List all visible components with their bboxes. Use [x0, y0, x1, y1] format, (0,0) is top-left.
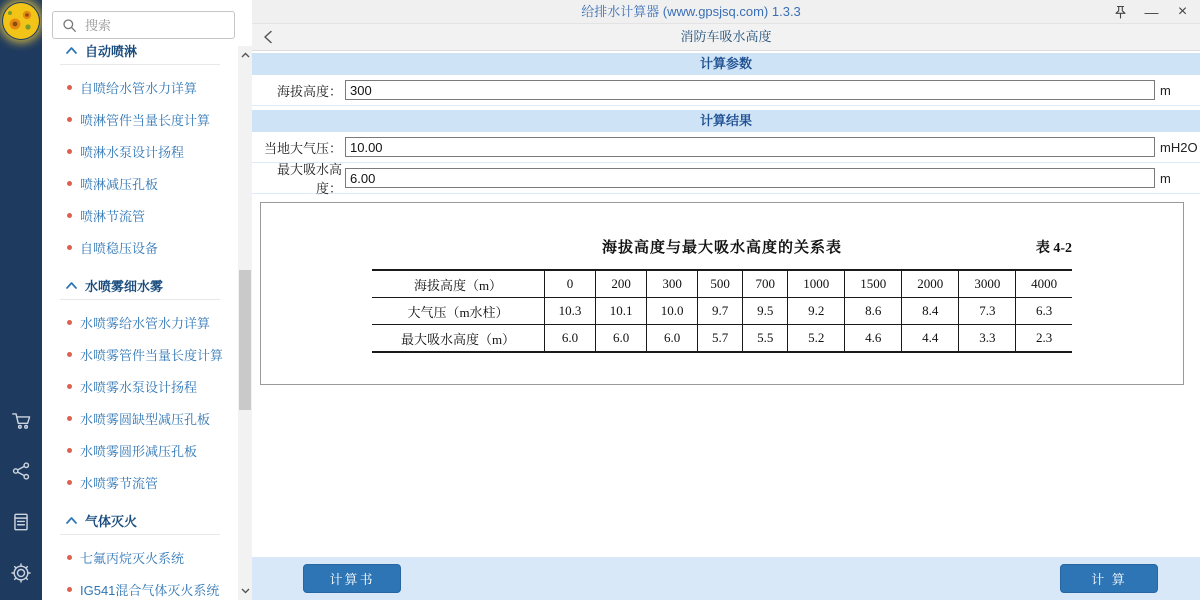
sidebar-item[interactable]: [42, 167, 238, 199]
sidebar-item[interactable]: [42, 338, 238, 370]
chevron-left-icon: [262, 30, 274, 44]
bullet-icon: [67, 149, 72, 154]
gear-icon[interactable]: [10, 562, 32, 584]
reference-table: [372, 269, 1072, 353]
table-cell: 5.5: [743, 325, 788, 353]
sidebar-item[interactable]: [42, 434, 238, 466]
page-header-bar: [252, 24, 1200, 51]
suction-height-label: 最大吸水高度：: [276, 162, 342, 196]
sidebar-item-label: 喷淋水泵设计扬程: [80, 144, 185, 160]
table-row-label: 海拔高度（m）: [372, 270, 545, 298]
table-cell: 3000: [959, 270, 1016, 298]
field-row-pressure: [252, 132, 1200, 163]
calculate-button[interactable]: 计 算: [1060, 564, 1158, 593]
bullet-icon: [67, 587, 72, 592]
table-cell: 9.5: [743, 298, 788, 325]
sidebar-item-label: 自喷稳压设备: [80, 240, 159, 256]
bullet-icon: [67, 448, 72, 453]
bullet-icon: [67, 213, 72, 218]
table-cell: 5.2: [788, 325, 845, 353]
sidebar-item[interactable]: [42, 231, 238, 263]
app-logo-sunflower-icon[interactable]: [2, 2, 40, 40]
pin-icon[interactable]: [1113, 3, 1128, 21]
altitude-input[interactable]: [345, 80, 1155, 100]
window-controls: [1113, 0, 1200, 23]
sidebar-item[interactable]: [42, 199, 238, 231]
sidebar-item[interactable]: [42, 71, 238, 103]
report-button[interactable]: 计算书: [303, 564, 401, 593]
clipboard-icon[interactable]: [10, 511, 32, 533]
divider: [60, 534, 220, 535]
table-cell: 1500: [845, 270, 902, 298]
scroll-up-icon[interactable]: [238, 48, 252, 62]
table-cell: 6.0: [596, 325, 647, 353]
sidebar-group-label: 水喷雾细水雾: [85, 278, 164, 294]
divider: [60, 64, 220, 65]
sidebar-group-header[interactable]: [42, 44, 238, 62]
table-cell: 9.2: [788, 298, 845, 325]
page-content: [252, 51, 1200, 557]
suction-height-input[interactable]: [345, 168, 1155, 188]
sidebar-item[interactable]: [42, 135, 238, 167]
sidebar-item-label: 水喷雾给水管水力详算: [80, 315, 211, 331]
reference-table-panel: [260, 202, 1184, 385]
sidebar-item-label: 水喷雾管件当量长度计算: [80, 347, 224, 363]
table-cell: 2.3: [1016, 325, 1072, 353]
table-cell: 8.4: [902, 298, 959, 325]
sidebar-item-label: 水喷雾节流管: [80, 475, 159, 491]
altitude-label: 海拔高度：: [276, 83, 342, 99]
table-cell: 0: [545, 270, 596, 298]
sidebar-item[interactable]: [42, 541, 238, 573]
sidebar-group-label: 自动喷淋: [85, 44, 138, 59]
altitude-unit: m: [1160, 82, 1171, 98]
search-input[interactable]: [83, 17, 234, 34]
table-cell: 4.4: [902, 325, 959, 353]
share-icon[interactable]: [10, 460, 32, 482]
table-cell: 5.7: [698, 325, 743, 353]
table-row: [372, 298, 1072, 325]
bullet-icon: [67, 320, 72, 325]
divider: [60, 299, 220, 300]
sidebar-scrollbar[interactable]: [238, 46, 252, 600]
table-cell: 7.3: [959, 298, 1016, 325]
sidebar-item-label: 水喷雾圆缺型减压孔板: [80, 411, 211, 427]
bullet-icon: [67, 555, 72, 560]
table-cell: 6.0: [647, 325, 698, 353]
sidebar-item[interactable]: [42, 573, 238, 600]
sidebar-item[interactable]: [42, 306, 238, 338]
sidebar-item-label: 喷淋节流管: [80, 208, 146, 224]
reference-table-title: 海拔高度与最大吸水高度的关系表: [601, 240, 842, 256]
sidebar-group-header[interactable]: [42, 273, 238, 297]
table-cell: 1000: [788, 270, 845, 298]
table-cell: 3.3: [959, 325, 1016, 353]
bullet-icon: [67, 416, 72, 421]
table-cell: 2000: [902, 270, 959, 298]
close-button[interactable]: ×: [1177, 2, 1188, 20]
section-header-results: 计算结果: [252, 110, 1200, 132]
table-cell: 4.6: [845, 325, 902, 353]
reference-table-tag: 表 4-2: [1035, 241, 1072, 256]
icon-rail: [0, 0, 42, 600]
sidebar-item[interactable]: [42, 370, 238, 402]
bullet-icon: [67, 480, 72, 485]
main-area: [252, 0, 1200, 600]
table-cell: 9.7: [698, 298, 743, 325]
window-titlebar: [252, 0, 1200, 24]
bullet-icon: [67, 85, 72, 90]
chevron-up-icon: [66, 46, 77, 54]
page-title: 消防车吸水高度: [680, 29, 772, 44]
search-box[interactable]: [52, 11, 235, 39]
table-cell: 500: [698, 270, 743, 298]
suction-height-unit: m: [1160, 170, 1171, 186]
table-cell: 10.3: [545, 298, 596, 325]
scrollbar-thumb[interactable]: [239, 270, 251, 410]
field-row-altitude: [252, 75, 1200, 106]
sidebar-item-label: IG541混合气体灭火系统: [80, 582, 220, 598]
pressure-unit: mH2O: [1160, 139, 1198, 155]
pressure-input[interactable]: [345, 137, 1155, 157]
field-row-suction-height: [252, 163, 1200, 194]
sidebar-group-label: 气体灭火: [85, 513, 138, 529]
table-cell: 200: [596, 270, 647, 298]
bullet-icon: [67, 384, 72, 389]
table-row-label: 最大吸水高度（m）: [400, 331, 516, 347]
table-cell: 300: [647, 270, 698, 298]
table-cell: 10.1: [596, 298, 647, 325]
cart-icon[interactable]: [10, 409, 32, 431]
chevron-up-icon: [66, 516, 77, 524]
sidebar-group-header[interactable]: [42, 508, 238, 532]
bullet-icon: [67, 245, 72, 250]
section-header-params: 计算参数: [252, 53, 1200, 75]
sidebar-item-label: 水喷雾圆形减压孔板: [80, 443, 198, 459]
sidebar-item-label: 自喷给水管水力详算: [80, 80, 198, 96]
table-cell: 6.0: [545, 325, 596, 353]
reference-table-head: [372, 236, 1072, 257]
sidebar-item-label: 喷淋管件当量长度计算: [80, 112, 211, 128]
pressure-label: 当地大气压：: [263, 140, 342, 156]
bullet-icon: [67, 117, 72, 122]
table-cell: 8.6: [845, 298, 902, 325]
bullet-icon: [67, 181, 72, 186]
rail-icon-stack: [10, 409, 32, 600]
scroll-down-icon[interactable]: [238, 584, 252, 598]
table-cell: 4000: [1016, 270, 1072, 298]
bullet-icon: [67, 352, 72, 357]
sidebar-item[interactable]: [42, 402, 238, 434]
search-icon: [62, 18, 77, 33]
sidebar-item-label: 水喷雾水泵设计扬程: [80, 379, 198, 395]
sidebar-nav: [42, 44, 238, 600]
table-cell: 10.0: [647, 298, 698, 325]
table-cell: 6.3: [1016, 298, 1072, 325]
sidebar-item-label: 七氟丙烷灭火系统: [80, 550, 185, 566]
footer-bar: [252, 557, 1200, 600]
table-row: [372, 325, 1072, 353]
table-row: [372, 270, 1072, 298]
window-title: 给排水计算器 (www.gpsjsq.com) 1.3.3: [581, 4, 801, 19]
sidebar-item[interactable]: [42, 103, 238, 135]
sidebar: [42, 0, 252, 600]
minimize-button[interactable]: —: [1144, 3, 1159, 20]
table-cell: 700: [743, 270, 788, 298]
back-button[interactable]: [262, 24, 274, 50]
sidebar-item-label: 喷淋减压孔板: [80, 176, 159, 192]
table-row-label: 大气压（m水柱）: [372, 298, 545, 325]
chevron-up-icon: [66, 281, 77, 289]
sidebar-item[interactable]: [42, 466, 238, 498]
